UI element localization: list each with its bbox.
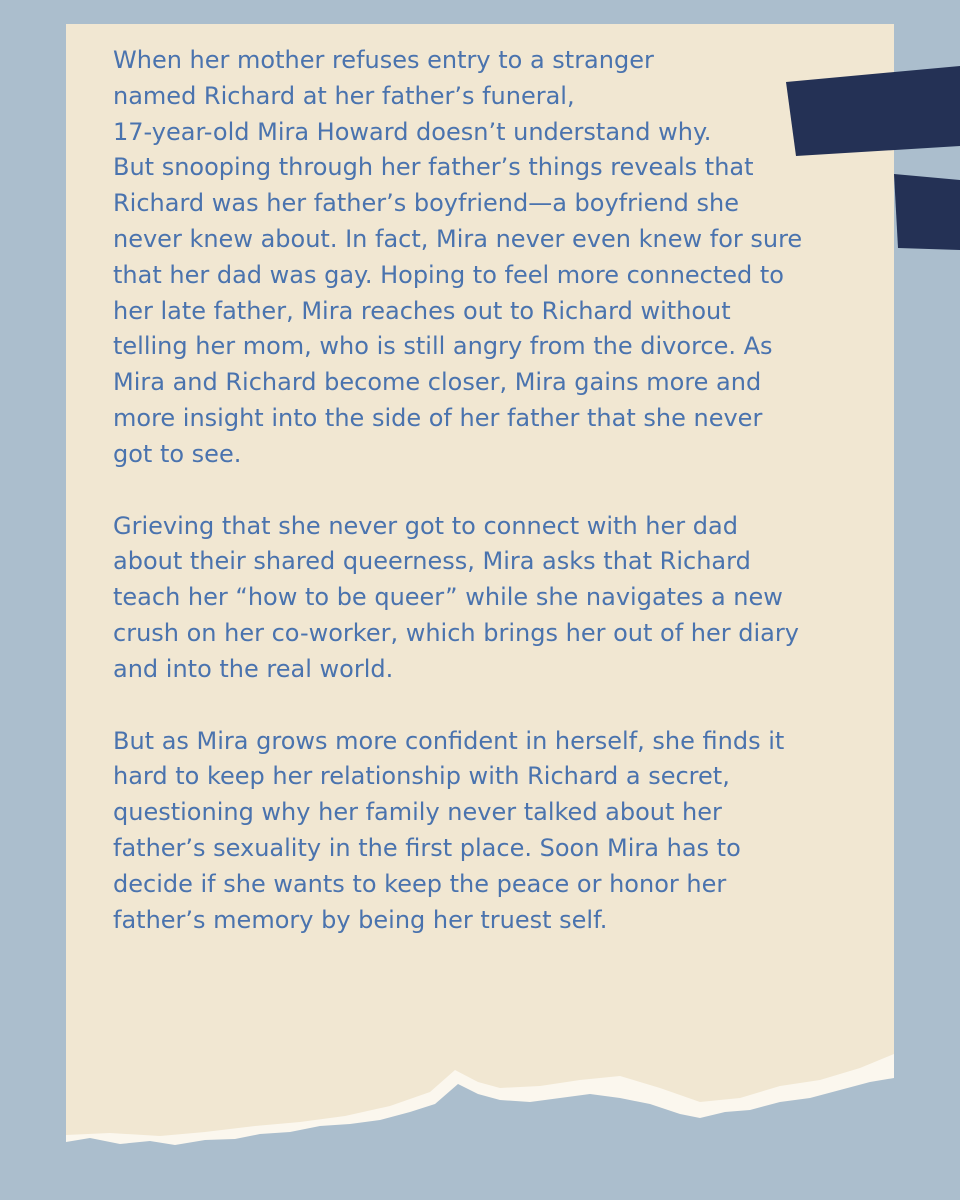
text-line: her late father, Mira reaches out to Richard without [113, 296, 731, 325]
text-line: named Richard at her father’s funeral, [113, 81, 575, 110]
paragraph-3 [113, 724, 853, 939]
text-line: more insight into the side of her father that she never [113, 403, 763, 432]
text-line: father’s sexuality in the first place. Soon Mira has to [113, 833, 741, 862]
text-line: Mira and Richard become closer, Mira gains more and [113, 368, 762, 397]
text-line: 17-year-old Mira Howard doesn’t understand why. [113, 117, 712, 146]
synopsis-text [113, 43, 853, 938]
text-line: hard to keep her relationship with Richard a secret, [113, 762, 730, 791]
tape-strip-bottom [880, 170, 960, 260]
text-line: father’s memory by being her truest self. [113, 905, 608, 934]
text-line: never knew about. In fact, Mira never even knew for sure [113, 224, 803, 253]
paragraph-1 [113, 43, 853, 473]
paragraph-2 [113, 509, 853, 688]
text-line: got to see. [113, 439, 242, 468]
torn-paper-edge [0, 1040, 960, 1200]
text-line: Richard was her father’s boyfriend—a boyfriend she [113, 189, 739, 218]
text-line: crush on her co-worker, which brings her out of her diary [113, 618, 799, 647]
text-line: decide if she wants to keep the peace or honor her [113, 869, 727, 898]
text-line: questioning why her family never talked about her [113, 798, 722, 827]
text-line: about their shared queerness, Mira asks that Richard [113, 547, 751, 576]
text-line: But snooping through her father’s things reveals that [113, 153, 754, 182]
text-line: But as Mira grows more confident in herself, she finds it [113, 726, 785, 755]
text-line: When her mother refuses entry to a stranger [113, 46, 654, 74]
text-line: that her dad was gay. Hoping to feel more connected to [113, 260, 784, 289]
text-line: teach her “how to be queer” while she navigates a new [113, 583, 783, 612]
text-line: telling her mom, who is still angry from the divorce. As [113, 332, 773, 361]
text-line: and into the real world. [113, 654, 394, 683]
text-line: Grieving that she never got to connect with her dad [113, 511, 738, 540]
